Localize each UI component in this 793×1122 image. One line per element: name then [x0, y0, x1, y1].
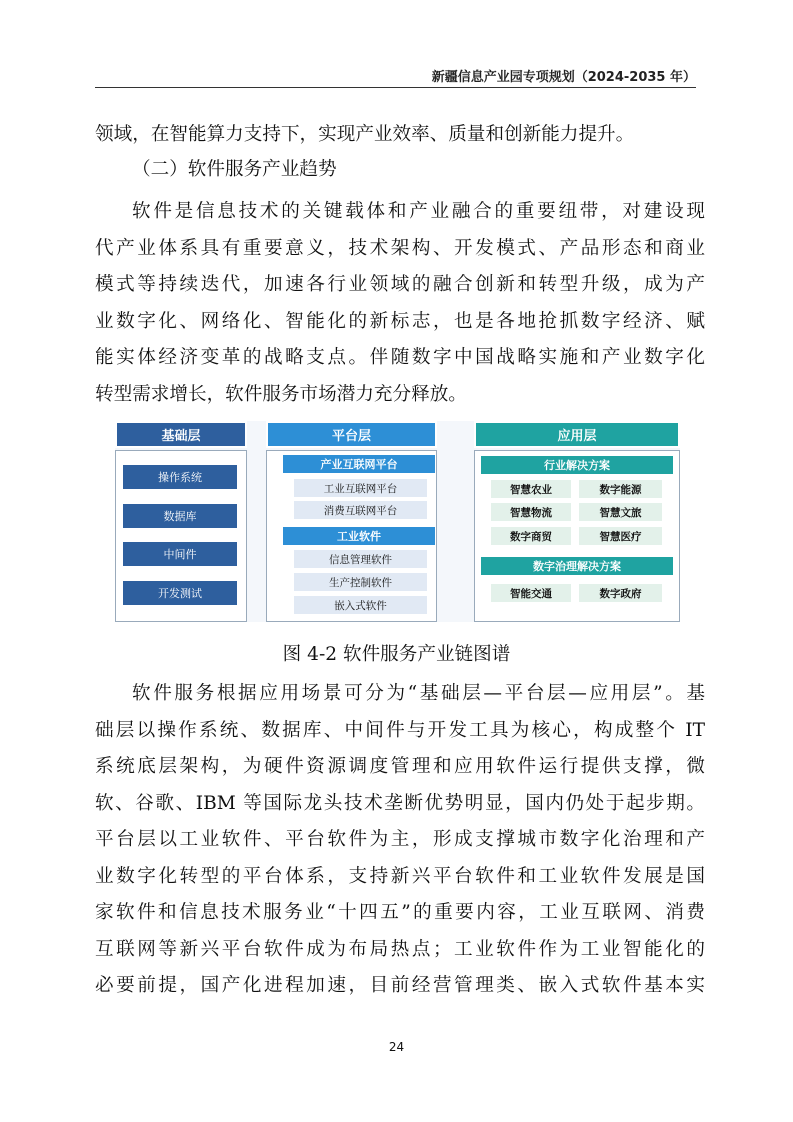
- app-item: 数字商贸: [491, 527, 571, 545]
- paragraph-software: [95, 194, 705, 413]
- app-item: 数字能源: [579, 480, 662, 498]
- platform-item: 信息管理软件: [294, 550, 427, 568]
- text-line: 家软件和信息技术服务业“十四五”的重要内容，工业互联网、消费: [95, 902, 705, 923]
- section-heading: （二）软件服务产业趋势: [132, 159, 337, 180]
- text-line: 能实体经济变革的战略支点。伴随数字中国战略实施和产业数字化: [95, 347, 705, 368]
- base-item-os: 操作系统: [123, 465, 237, 489]
- text-line: 业数字化、网络化、智能化的新标志，也是各地抢抓数字经济、赋: [95, 310, 705, 332]
- text-line: 代产业体系具有重要意义，技术架构、开发模式、产品形态和商业: [95, 237, 705, 259]
- page-number: 24: [388, 1040, 405, 1054]
- base-layer-header: 基础层: [115, 421, 247, 448]
- text-line: 互联网等新兴平台软件成为布局热点；工业软件作为工业智能化的: [95, 938, 705, 960]
- app-item: 智慧农业: [491, 480, 571, 498]
- text-line: 必要前提，国产化进程加速，目前经营管理类、嵌入式软件基本实: [95, 975, 705, 996]
- paragraph-layers: [95, 676, 705, 1005]
- app-group-digital-governance: 数字治理解决方案: [481, 557, 673, 575]
- app-item: 智慧医疗: [579, 527, 662, 545]
- app-layer-header: 应用层: [474, 421, 680, 448]
- platform-item: 生产控制软件: [294, 573, 427, 591]
- platform-group-industrial-internet: 产业互联网平台: [283, 455, 435, 473]
- running-header: 新疆信息产业园专项规划（2024-2035 年）: [431, 70, 696, 85]
- industry-chain-figure: [115, 421, 680, 622]
- platform-layer-header: 平台层: [266, 421, 437, 448]
- text-line: 软件是信息技术的关键载体和产业融合的重要纽带，对建设现: [132, 201, 705, 222]
- platform-item: 嵌入式软件: [294, 596, 427, 614]
- platform-item: 消费互联网平台: [294, 501, 427, 519]
- base-item-database: 数据库: [123, 504, 237, 528]
- text-line: 软件服务根据应用场景可分为“基础层—平台层—应用层”。基: [132, 683, 705, 704]
- text-line: 平台层以工业软件、平台软件为主，形成支撑城市数字化治理和产: [95, 829, 705, 850]
- header-rule: [95, 87, 696, 88]
- platform-group-industrial-software: 工业软件: [283, 527, 435, 545]
- text-line: 领域，在智能算力支持下，实现产业效率、质量和创新能力提升。: [95, 124, 635, 145]
- app-group-industry-solutions: 行业解决方案: [481, 456, 673, 474]
- text-line: 业数字化转型的平台体系，支持新兴平台软件和工业软件发展是国: [95, 865, 705, 887]
- text-line: 转型需求增长，软件服务市场潜力充分释放。: [95, 383, 467, 405]
- app-item: 智慧物流: [491, 503, 571, 521]
- text-line: 础层以操作系统、数据库、中间件与开发工具为核心，构成整个 IT: [95, 719, 705, 741]
- figure-caption: 图 4-2 软件服务产业链图谱: [282, 644, 511, 665]
- platform-item: 工业互联网平台: [294, 479, 427, 497]
- text-line: 系统底层架构，为硬件资源调度管理和应用软件运行提供支撑，微: [95, 756, 705, 777]
- app-item: 数字政府: [579, 584, 662, 602]
- paragraph-intro: [95, 117, 705, 154]
- base-item-middleware: 中间件: [123, 542, 237, 566]
- app-item: 智慧文旅: [579, 503, 662, 521]
- base-item-devtest: 开发测试: [123, 581, 237, 605]
- text-line: 软、谷歌、IBM 等国际龙头技术垄断优势明显，国内仍处于起步期。: [95, 792, 705, 814]
- text-line: 模式等持续迭代，加速各行业领域的融合创新和转型升级，成为产: [95, 274, 705, 295]
- app-item: 智能交通: [491, 584, 571, 602]
